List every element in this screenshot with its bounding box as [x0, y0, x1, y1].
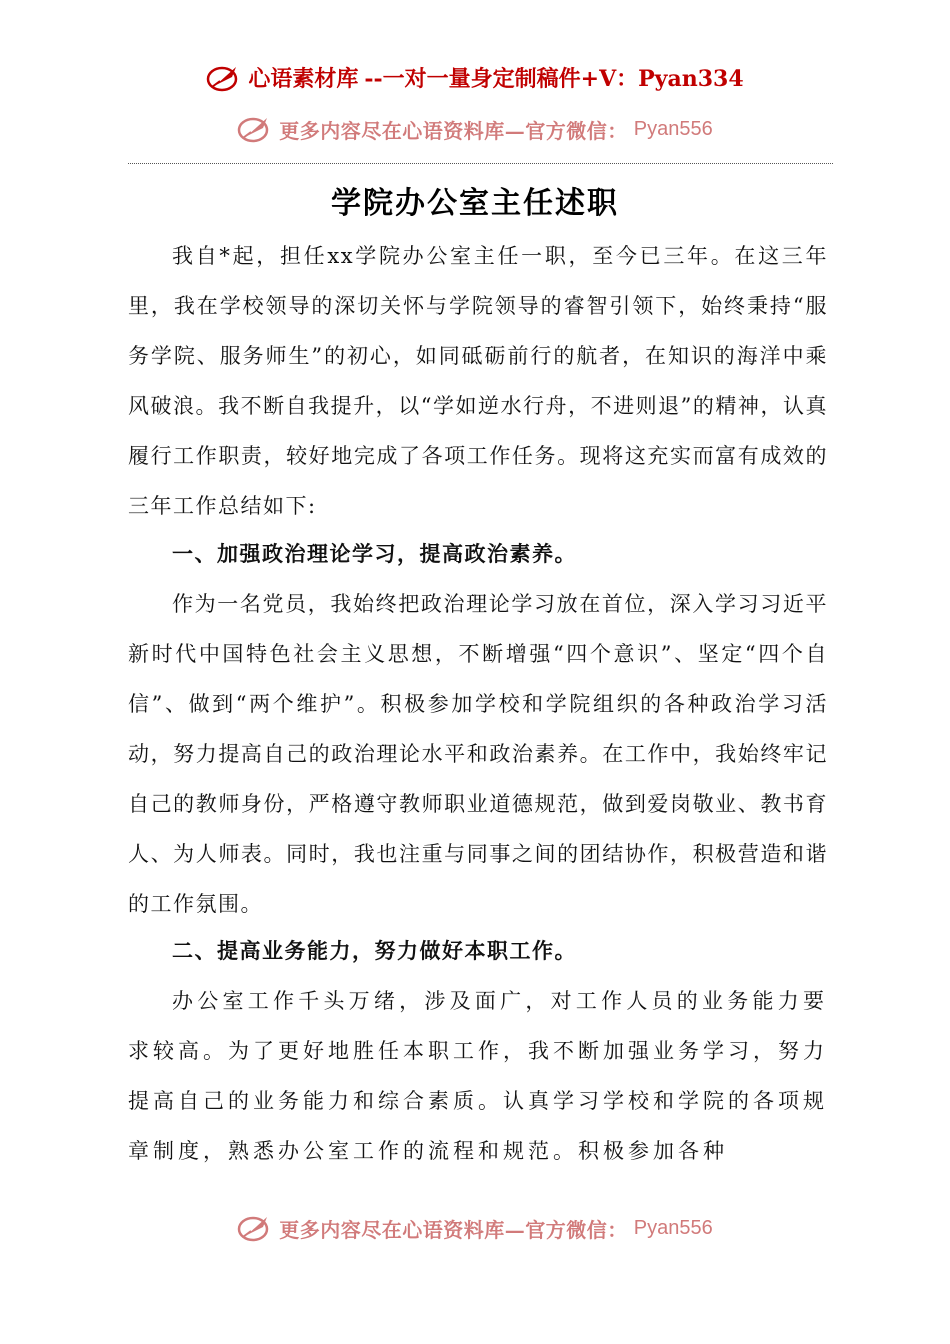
- section-2-heading: 二、提高业务能力，努力做好本职工作。: [172, 938, 577, 963]
- quill-logo-icon: [206, 63, 242, 93]
- section-1-paragraph: 作为一名党员，我始终把政治理论学习放在首位，深入学习习近平新时代中国特色社会主义思想，不断增强“四个意识”、坚定“四个自信”、做到“两个维护”。积极参加学校和学院组织的各种政治学习活动，努力提高自己的政治理论水平和政治素养。在工作中，我始终牢记自己的教师身份，严格遵守教师职业道德规范，做到爱岗敬业、教书育人、为人师表。同时，我也注重与同事之间的团结协作，积极营造和谐的工作氛围。: [128, 592, 828, 916]
- section-2-heading-block: [128, 926, 828, 976]
- quill-logo-icon: [237, 1213, 273, 1243]
- document-title: 学院办公室主任述职: [331, 186, 619, 221]
- watermark-text: 更多内容尽在心语资料库—官方微信：: [279, 118, 628, 143]
- header-watermark: [0, 114, 950, 150]
- footer-watermark: [0, 1213, 950, 1249]
- section-2-body-block: [128, 976, 828, 1176]
- header-divider: [128, 163, 833, 164]
- brand-name: 心语素材库: [248, 66, 359, 92]
- section-1-body-block: [128, 579, 828, 929]
- section-1-heading-block: [128, 529, 828, 579]
- header-tagline: --一对一量身定制稿件+V：Pyan334: [364, 66, 744, 92]
- quill-logo-icon: [237, 114, 273, 144]
- section-1-heading: 一、加强政治理论学习，提高政治素养。: [172, 541, 577, 566]
- intro-paragraph: 我自*起，担任xx学院办公室主任一职，至今已三年。在这三年里，我在学校领导的深切关怀与学院领导的睿智引领下，始终秉持“服务学院、服务师生”的初心，如同砥砺前行的航者，在知识的海洋中乘风破浪。我不断自我提升，以“学如逆水行舟，不进则退”的精神，认真履行工作职责，较好地完成了各项工作任务。现将这充实而富有成效的三年工作总结如下:: [128, 244, 828, 518]
- footer-text: 更多内容尽在心语资料库—官方微信：: [279, 1217, 628, 1242]
- intro-paragraph-block: [128, 231, 828, 531]
- footer-wechat-id: Pyan556: [633, 1216, 713, 1239]
- section-2-paragraph: 办公室工作千头万绪，涉及面广，对工作人员的业务能力要求较高。为了更好地胜任本职工作，我不断加强业务学习，努力提高自己的业务能力和综合素质。认真学习学校和学院的各项规章制度，熟悉办公室工作的流程和规范。积极参加各种: [128, 989, 828, 1163]
- watermark-wechat-id: Pyan556: [633, 117, 713, 140]
- header-banner: [0, 62, 950, 102]
